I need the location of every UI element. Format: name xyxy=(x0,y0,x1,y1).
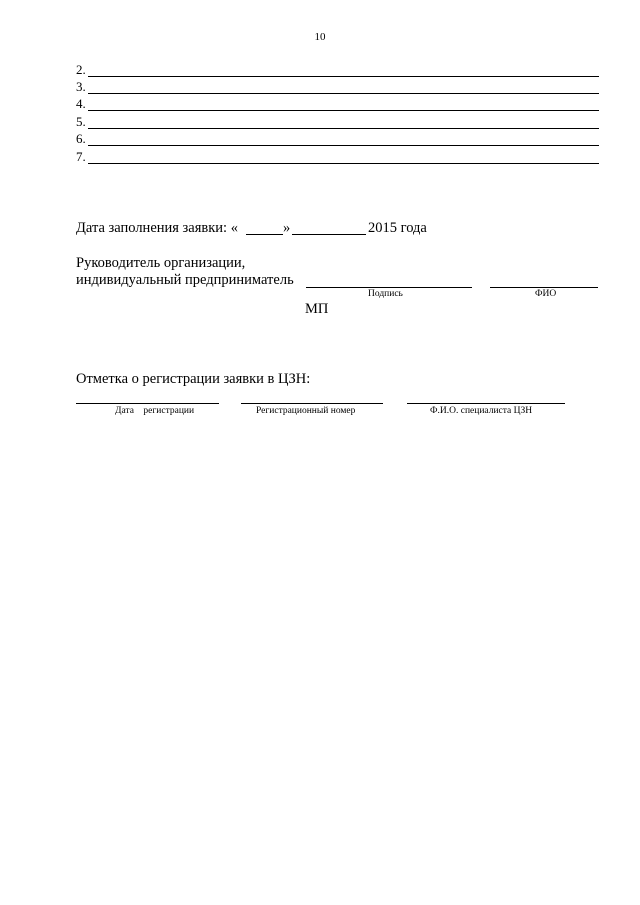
list-item xyxy=(76,80,599,95)
list-item xyxy=(76,150,599,165)
head-title-line1: Руководитель организации, xyxy=(76,255,246,271)
registration-number-line xyxy=(241,403,383,404)
page-number: 10 xyxy=(314,31,326,43)
name-caption: ФИО xyxy=(535,289,557,299)
blank-line xyxy=(88,93,599,94)
blank-line xyxy=(88,128,599,129)
year-text: 2015 года xyxy=(368,220,427,236)
registration-date-line xyxy=(76,403,219,404)
close-quote: » xyxy=(283,220,291,236)
list-item xyxy=(76,63,599,78)
list-item xyxy=(76,97,599,112)
blank-line xyxy=(88,145,599,146)
specialist-name-caption: Ф.И.О. специалиста ЦЗН xyxy=(430,406,533,416)
month-blank-line xyxy=(292,234,366,235)
registration-date-caption: Дата регистрации xyxy=(115,406,195,416)
registration-title: Отметка о регистрации заявки в ЦЗН: xyxy=(76,371,311,387)
item-number: 3. xyxy=(76,79,86,94)
head-title-line2: индивидуальный предприниматель xyxy=(76,272,294,288)
specialist-name-line xyxy=(407,403,565,404)
blank-line xyxy=(88,76,599,77)
name-line xyxy=(490,287,598,288)
stamp-label: МП xyxy=(305,301,329,317)
fill-date-label: Дата заполнения заявки: « xyxy=(76,220,238,236)
signature-caption: Подпись xyxy=(368,289,403,299)
signature-line xyxy=(306,287,472,288)
item-number: 4. xyxy=(76,96,86,111)
item-number: 2. xyxy=(76,62,86,77)
item-number: 7. xyxy=(76,149,86,164)
list-item xyxy=(76,132,599,147)
item-number: 6. xyxy=(76,131,86,146)
day-blank-line xyxy=(246,234,283,235)
item-number: 5. xyxy=(76,114,86,129)
blank-line xyxy=(88,110,599,111)
blank-line xyxy=(88,163,599,164)
registration-number-caption: Регистрационный номер xyxy=(256,406,356,416)
list-item xyxy=(76,115,599,130)
